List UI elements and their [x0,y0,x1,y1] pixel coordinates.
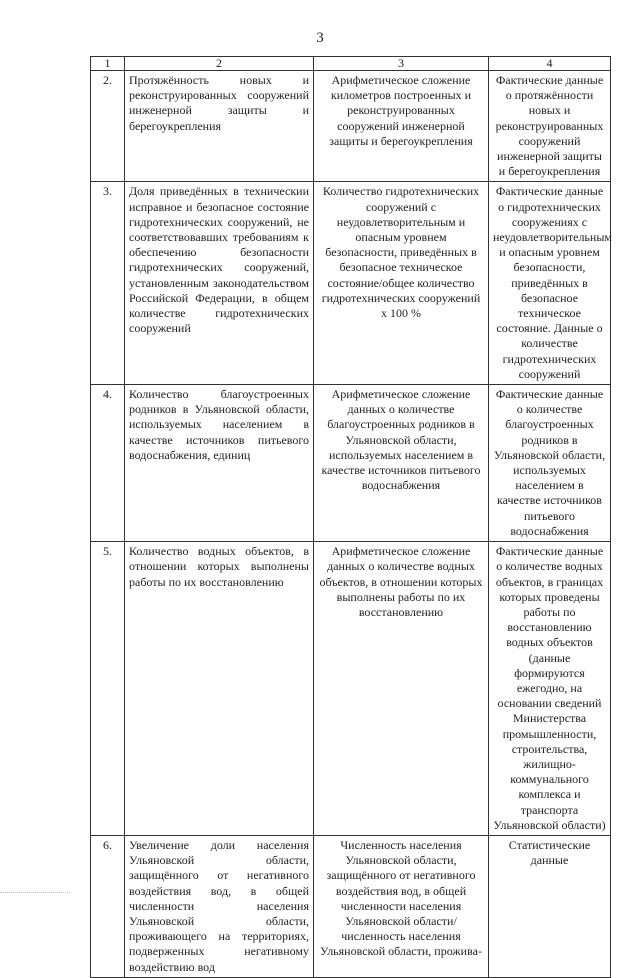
indicator-name: Количество водных объектов, в отношении которых выполнены работы по их восстановлению [125,542,314,836]
data-source: Фактические данные о количестве благоустроенных родников в Ульяновской области, используемых населением в качестве источников питьевого водоснабжения [489,385,611,542]
table-header-row [91,57,611,71]
calculation-method: Численность населения Ульяновской области, защищённого от негативного воздействия вод, в общей численности населения Ульяновской области/ численность населения Ульяновской области, прожива- [314,835,489,977]
data-source: Статистические данные [489,835,611,977]
calculation-method: Арифметическое сложение данных о количестве водных объектов, в отношении которых выполнены работы по их восстановлению [314,542,489,836]
table-row [91,385,611,542]
data-source: Фактические данные о количестве водных объектов, в границах которых проведены работы по восстановлению водных объектов (данные формируются ежегодно, на основании сведений Министерства промышленности, строительства, жилищно-коммунального комплекса и транспорта Ульяновской области) [489,542,611,836]
row-number: 4. [91,385,125,542]
data-source: Фактические данные о гидротехнических сооружениях с неудовлетворительным и опасным уровнем безопасности, приведённых в безопасное техническое состояние. Данные о количестве гидротехнических сооружений [489,182,611,385]
indicator-name: Увеличение доли населения Ульяновской области, защищённого от негативного воздействия вод, в общей численности населения Ульяновской области, проживающего на территориях, подверженных негативному воздействию вод [125,835,314,977]
indicators-table [90,56,611,978]
table-row [91,182,611,385]
indicator-name: Протяжённость новых и реконструированных сооружений инженерной защиты и берегоукрепления [125,71,314,182]
column-header: 2 [125,57,314,71]
table-row [91,71,611,182]
calculation-method: Количество гидротехнических сооружений с неудовлетворительным и опасным уровнем безопасности, приведённых в безопасное техническое состояние/общее количество гидротехнических сооружений x 100 % [314,182,489,385]
row-number: 3. [91,182,125,385]
scan-artifact [0,892,70,899]
indicator-name: Количество благоустроенных родников в Ульяновской области, используемых населением в качестве источников питьевого водоснабжения, единиц [125,385,314,542]
calculation-method: Арифметическое сложение километров построенных и реконструированных сооружений инженерной защиты и берегоукрепления [314,71,489,182]
table-row [91,835,611,977]
calculation-method: Арифметическое сложение данных о количестве благоустроенных родников в Ульяновской области, используемых населением в качестве источников питьевого водоснабжения [314,385,489,542]
column-header: 1 [91,57,125,71]
row-number: 2. [91,71,125,182]
column-header: 4 [489,57,611,71]
page-number: 3 [316,30,324,46]
data-source: Фактические данные о протяжённости новых и реконструированных сооружений инженерной защиты и берегоукрепления [489,71,611,182]
table-row [91,542,611,836]
column-header: 3 [314,57,489,71]
indicator-name: Доля приведённых в техническии исправное и безопасное состояние гидротехнических сооружений, не соответствовавших требованиям к обеспечению безопасности гидротехнических сооружений, установленным законодательством Российской Федерации, в общем количестве гидротехнических сооружений [125,182,314,385]
row-number: 6. [91,835,125,977]
row-number: 5. [91,542,125,836]
